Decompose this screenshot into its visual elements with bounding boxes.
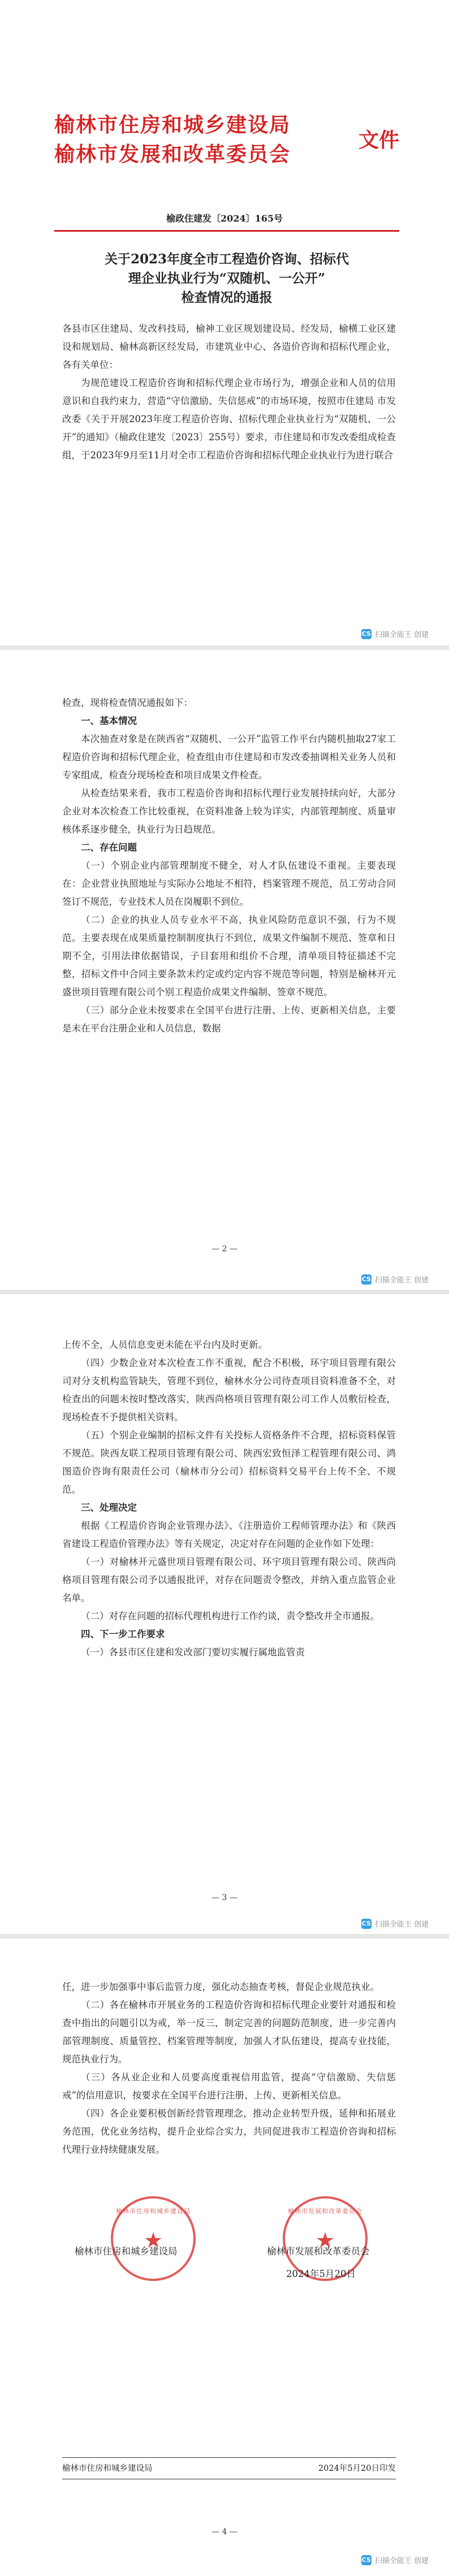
document-number: 榆政住建发〔2024〕165号: [166, 213, 283, 224]
scanner-watermark: [361, 1274, 429, 1285]
seal-right-text: 榆林市发展和改革委员会: [288, 2208, 362, 2215]
page-4-body: [62, 1978, 396, 2159]
seal-left-text: 榆林市住房和城乡建设局: [116, 2208, 191, 2215]
paragraph: （一）对榆林开元盛世项目管理有限公司、环宇项目管理有限公司、陕西尚格项目管理有限公司予以通报批评，对存在问题责令整改，并纳入重点监管企业名单。: [62, 1556, 396, 1603]
scanner-watermark: [361, 628, 429, 639]
addressee: 各县市区住建局、发改科技局，榆神工业区规划建设局、经发局，榆横工业区建设和规划局、榆林高新区经发局，市建筑业中心、各造价咨询和招标代理企业，各有关单位：: [62, 323, 396, 370]
title-line-3: 检查情况的通报: [181, 290, 273, 305]
page-2-body: [62, 694, 396, 1038]
print-info-footer: [62, 2462, 396, 2474]
footer-issuer: 榆林市住房和城乡建设局: [62, 2464, 153, 2473]
section-heading-problems: 二、存在问题: [81, 842, 137, 853]
paragraph: （五）个别企业编制的招标文件有关投标人资格条件不合理，招标资料保管不规范。陕西友联工程项目管理有限公司、陕西宏致恒泽工程管理有限公司、鸿图造价咨询有限责任公司（榆林市分公司）招标资料交易平台上传不全、不规范。: [62, 1430, 396, 1495]
page-number: — 3 —: [211, 1893, 238, 1902]
section-heading-basic: 一、基本情况: [81, 715, 137, 726]
issuer-line-2: 榆林市发展和改革委员会: [54, 143, 291, 166]
document-page-1: [0, 0, 449, 650]
paragraph: 根据《工程造价咨询企业管理办法》、《注册造价工程师管理办法》和《陕西省建设工程造价管理办法》等有关规定，决定对存在问题的企业作如下处理：: [62, 1520, 396, 1549]
title-line-2: 理企业执业行为“双随机、一公开”: [128, 271, 326, 286]
scanner-app-icon: CS: [361, 629, 372, 639]
continuation-text: 任，进一步加强事中事后监管力度，强化动态抽查考核，督促企业规范执业。: [62, 1981, 379, 1992]
footer-rule-top: [62, 2457, 396, 2458]
paragraph: （三）部分企业未按要求在全国平台进行注册、上传、更新相关信息，主要是未在平台注册企业和人员信息，数据: [62, 1005, 396, 1034]
seal-star-icon: ★: [143, 2228, 163, 2253]
continuation-text: 上传不全，人员信息变更未能在平台内及时更新。: [62, 1339, 267, 1350]
scanner-watermark-text: 扫描全能王 创建: [374, 631, 429, 639]
scanner-watermark: [361, 1918, 429, 1929]
continuation-text: 检查，现将检查情况通报如下：: [62, 697, 193, 708]
scanner-app-icon: CS: [361, 2555, 372, 2565]
page-number: — 2 —: [211, 1244, 238, 1254]
official-seal-left: [111, 2196, 196, 2281]
document-type-label: 文件: [358, 129, 399, 152]
paragraph: （二）企业的执业人员专业水平不高，执业风险防范意识不强，行为不规范。主要表现在成果质量控制制度执行不到位，成果文件编制不规范、签章和日期不全，引用法律依据错误，子目套用和组价不合理，清单项目特征描述不完整，招标文件中合同主要条款未约定或约定内容不规范等问题，特别是榆林开元盛世项目管理有限公司个别工程造价成果文件编制、签章不规范。: [62, 914, 396, 998]
page-number: — 4 —: [211, 2527, 238, 2536]
page-gap: [0, 645, 449, 650]
paragraph: 本次抽查对象是在陕西省“双随机、一公开”监管工作平台内随机抽取27家工程造价咨询和招标代理企业，检查组由市住建局和市发改委抽调相关业务人员和专家组成，检查分现场检查和项目成果文件检查。: [62, 734, 396, 780]
intro-paragraph: 为规范建设工程造价咨询和招标代理企业市场行为，增强企业和人员的信用意识和自我约束力，营造“守信激励、失信惩戒”的市场环境，按照市住建局 市发改委《关于开展2023年度工程造价咨询、招标代理企业执业行为“双随机、一公开”的通知》（榆政住建发〔2023〕255号）要求，市住建局和市发改委组成检查组，于2023年9月至11月对全市工程造价咨询和招标代理企业执业行为进行联合: [62, 378, 396, 461]
signatory-left: 榆林市住房和城乡建设局: [75, 2246, 178, 2257]
signatory-right: 榆林市发展和改革委员会: [267, 2246, 370, 2257]
document-page-4: [0, 1938, 449, 2576]
scanner-watermark-text: 扫描全能王 创建: [374, 1276, 429, 1285]
paragraph: （二）各在榆林市开展业务的工程造价咨询和招标代理企业要针对通报和检查中指出的问题引以为戒，举一反三，制定完善的问题防范制度，进一步完善内部管理制度、质量管控、档案管理等制度，加强人才队伍建设，提高专业技能，规范执业行为。: [62, 2000, 396, 2065]
title-line-1: 关于2023年度全市工程造价咨询、招标代: [104, 251, 349, 267]
document-page-2: [0, 650, 449, 1294]
paragraph: （一）个别企业内部管理制度不健全，对人才队伍建设不重视。主要表现在：企业营业执照地址与实际办公地址不相符，档案管理不规范，员工劳动合同签订不规范，专业技术人员在岗履职不到位。: [62, 860, 396, 907]
paragraph: （一）各县市区住建和发改部门要切实履行属地监管责: [81, 1647, 305, 1658]
scanner-app-icon: CS: [361, 1919, 372, 1929]
paragraph: （二）对存在问题的招标代理机构进行工作约谈，责令整改并全市通报。: [81, 1611, 379, 1621]
paragraph: （三）各从业企业和人员要高度重视信用监管，提高“守信激励、失信惩戒”的信用意识，按要求在全国平台进行注册、上传、更新相关信息。: [62, 2072, 396, 2101]
scanner-app-icon: CS: [361, 1274, 372, 1285]
scanner-watermark: [361, 2555, 429, 2565]
section-heading-decisions: 三、处理决定: [81, 1502, 137, 1513]
section-heading-next-steps: 四、下一步工作要求: [81, 1629, 165, 1640]
signing-date: 2024年5月20日: [286, 2269, 356, 2279]
issuing-authority-header: [54, 111, 399, 170]
page-3-body: [62, 1336, 396, 1662]
issuer-line-1: 榆林市住房和城乡建设局: [54, 114, 291, 137]
seal-star-icon: ★: [315, 2228, 335, 2253]
paragraph: （四）少数企业对本次检查工作不重视，配合不积极，环宇项目管理有限公司对分支机构监管缺失，管理不到位，榆林水分公司待查项目资料准备不全，对检查出的问题未按时整改落实，陕西尚格项目管理有限公司工作人员敷衍检查，现场检查不予提供相关资料。: [62, 1358, 396, 1423]
page-gap: [0, 1290, 449, 1294]
page-gap: [0, 1934, 449, 1938]
document-title: [54, 250, 399, 307]
page-1-body: [62, 320, 396, 465]
red-divider-line: [54, 230, 399, 232]
document-page-3: [0, 1294, 449, 1938]
scanner-watermark-text: 扫描全能王 创建: [374, 1920, 429, 1929]
scanner-watermark-text: 扫描全能王 创建: [374, 2557, 429, 2565]
paragraph: 从检查结果来看，我市工程造价咨询和招标代理行业发展持续向好，大部分企业对本次检查工作比较重视，在资料准备上较为详实，内部管理制度、质量审核体系逐步健全，执业行为日趋规范。: [62, 788, 396, 835]
paragraph: （四）各企业要积极创新经营管理理念，推动企业转型升级，延伸和拓展业务范围，优化业务结构，提升企业综合实力，共同促进我市工程造价咨询和招标代理行业持续健康发展。: [62, 2108, 396, 2155]
footer-print-date: 2024年5月20日印发: [318, 2464, 396, 2473]
